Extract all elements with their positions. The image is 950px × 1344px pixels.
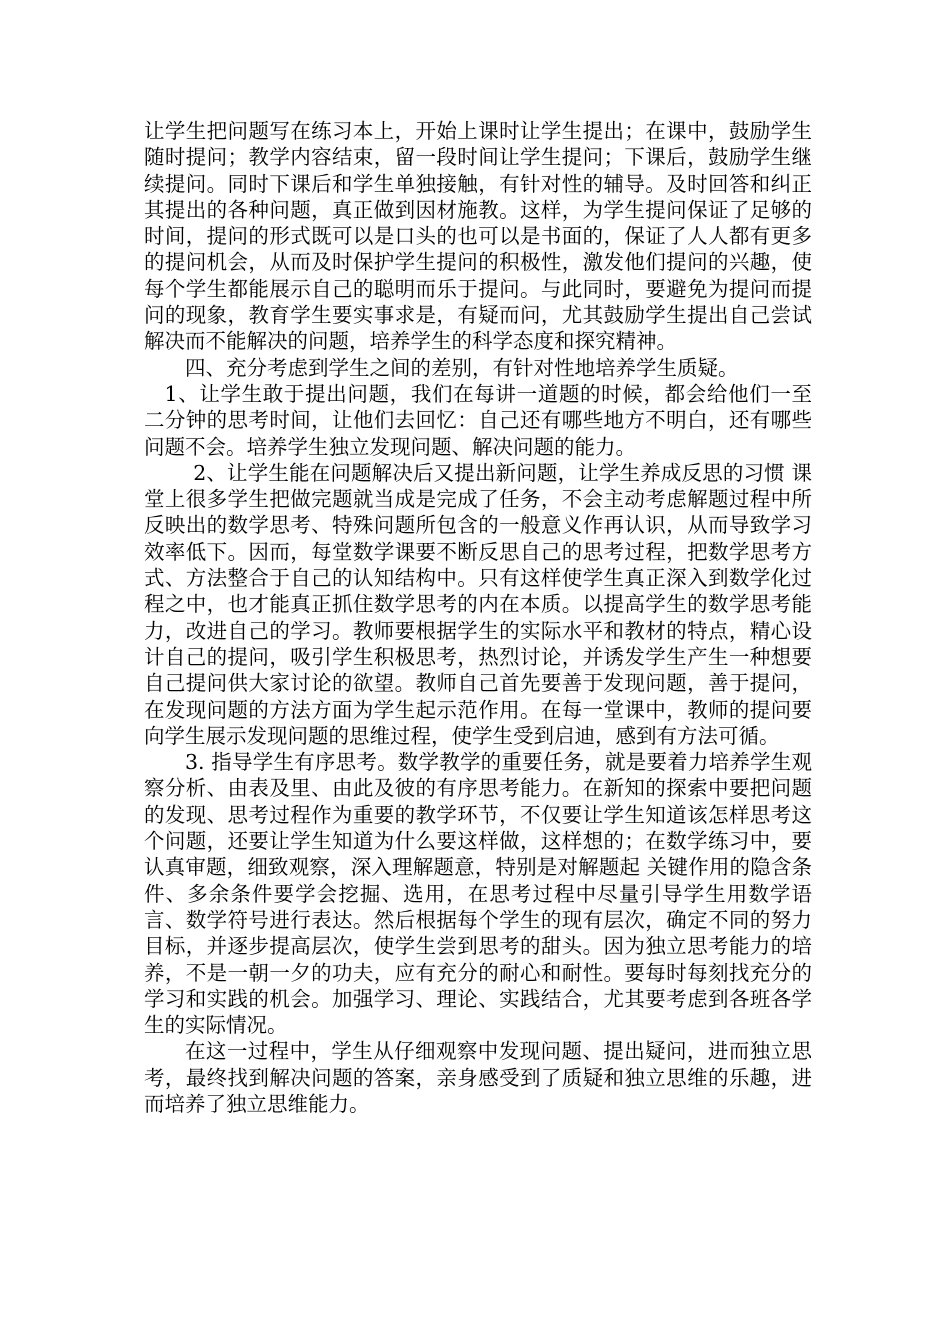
paragraph-item-2: 2、让学生能在问题解决后又提出新问题，让学生养成反思的习惯 课堂上很多学生把做完题就当成是完成了任务，不会主动考虑解题过程中所反映出的数学思考、特殊问题所包含的一般意义作再认识，从而导致学习效率低下。因而，每堂数学课要不断反思自己的思考过程，把数学思考方式、方法整合于自己的认知结构中。只有这样使学生真正深入到数学化过程之中，也才能真正抓住数学思考的内在本质。以提高学生的数学思考能力，改进自己的学习。教师要根据学生的实际水平和教材的特点，精心设计自己的提问，吸引学生积极思考，热烈讨论，并诱发学生产生一种想要自己提问供大家讨论的欲望。教师自己首先要善于发现问题，善于提问，在发现问题的方法方面为学生起示范作用。在每一堂课中，教师的提问要向学生展示发现问题的思维过程，使学生受到启迪，感到有方法可循。 [144,460,812,748]
document-body [144,118,812,1117]
paragraph-continuation: 让学生把问题写在练习本上，开始上课时让学生提出；在课中，鼓励学生随时提问；教学内容结束，留一段时间让学生提问；下课后，鼓励学生继续提问。同时下课后和学生单独接触，有针对性的辅导。及时回答和纠正其提出的各种问题，真正做到因材施教。这样，为学生提问保证了足够的时间，提问的形式既可以是口头的也可以是书面的，保证了人人都有更多的提问机会，从而及时保护学生提问的积极性，激发他们提问的兴趣，使每个学生都能展示自己的聪明而乐于提问。与此同时，要避免为提问而提问的现象，教育学生要实事求是，有疑而问，尤其鼓励学生提出自己尝试解决而不能解决的问题，培养学生的科学态度和探究精神。 [144,119,812,354]
section-heading-four: 四、充分考虑到学生之间的差别，有针对性地培养学生质疑。 [185,355,739,380]
paragraph-conclusion: 在这一过程中，学生从仔细观察中发现问题、提出疑问，进而独立思考，最终找到解决问题的答案，亲身感受到了质疑和独立思维的乐趣，进而培养了独立思维能力。 [144,1039,812,1116]
paragraph-item-3: 3. 指导学生有序思考。数学教学的重要任务，就是要着力培养学生观察分析、由表及里、由此及彼的有序思考能力。在新知的探索中要把问题的发现、思考过程作为重要的教学环节，不仅要让学生知道该怎样思考这个问题，还要让学生知道为什么要这样做，这样想的；在数学练习中，要认真审题，细致观察，深入理解题意，特别是对解题起 关键作用的隐含条件、多余条件要学会挖掘、选用，在思考过程中尽量引导学生用数学语言、数学符号进行表达。然后根据每个学生的现有层次，确定不同的努力目标，并逐步提高层次，使学生尝到思考的甜头。因为独立思考能力的培养，不是一朝一夕的功夫，应有充分的耐心和耐性。要每时每刻找充分的学习和实践的机会。加强学习、理论、实践结合，尤其要考虑到各班各学生的实际情况。 [144,750,812,1038]
paragraph-item-1: 1、让学生敢于提出问题，我们在每讲一道题的时候，都会给他们一至二分钟的思考时间，让他们去回忆：自己还有哪些地方不明白，还有哪些问题不会。培养学生独立发现问题、解决问题的能力。 [144,381,812,459]
